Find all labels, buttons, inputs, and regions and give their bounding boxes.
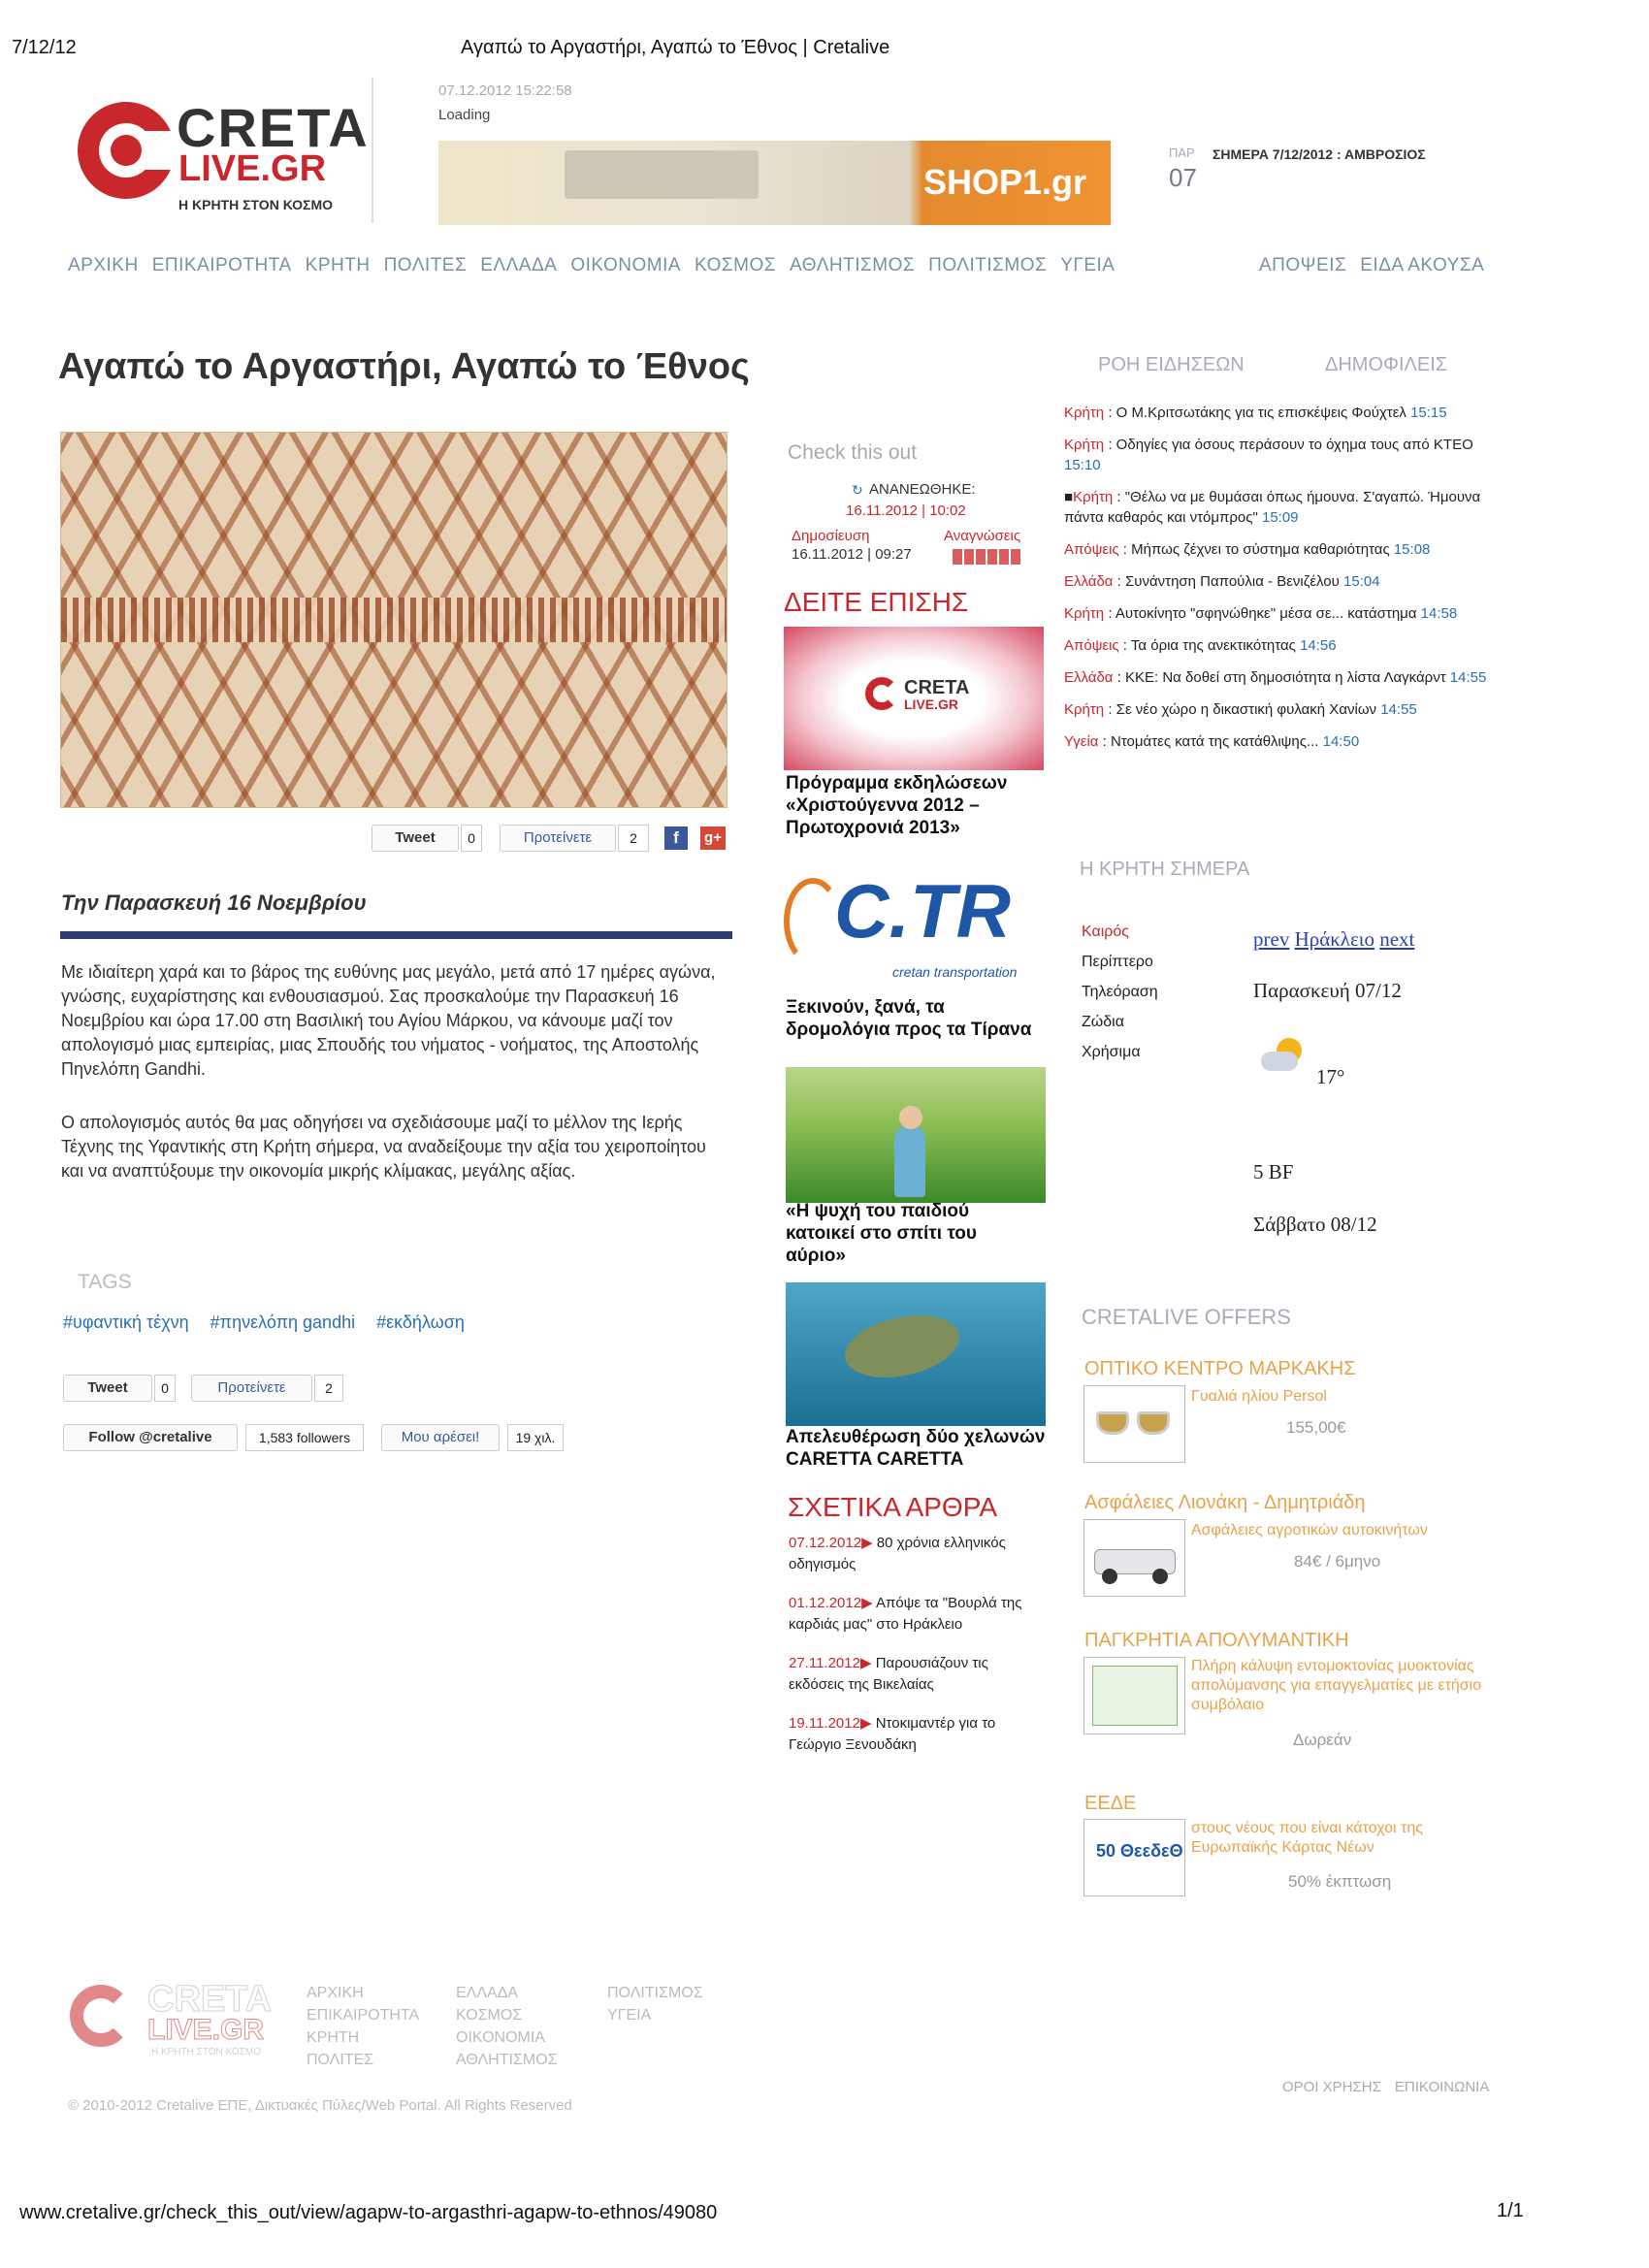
arrow-icon: ▶ bbox=[861, 1535, 873, 1551]
nav-item[interactable]: ΟΙΚΟΝΟΜΙΑ bbox=[570, 255, 682, 275]
see-also-caption-4[interactable]: Απελευθέρωση δύο χελωνών CARETTA CARETTA bbox=[786, 1427, 1046, 1470]
see-also-thumb-3[interactable] bbox=[786, 1067, 1046, 1203]
article-subtitle: Την Παρασκευή 16 Νοεμβρίου bbox=[61, 891, 367, 915]
nav-item[interactable]: ΠΟΛΙΤΕΣ bbox=[383, 255, 468, 275]
feed-item[interactable]: ■Κρήτη : "Θέλω να με θυμάσαι όπως ήμουνα. Σ'αγαπώ. Ήμουνα πάντα καθαρός και ντόμπρος" 15:09 bbox=[1064, 489, 1481, 526]
article-image bbox=[60, 432, 728, 808]
print-url: www.cretalive.gr/check_this_out/view/agapw-to-argasthri-agapw-to-ethnos/49080 bbox=[19, 2202, 718, 2223]
related-item[interactable]: 01.12.2012▶ Απόψε τα "Βουρλά της καρδιάς μας" στο Ηράκλειο bbox=[789, 1595, 1022, 1633]
offer-title[interactable]: ΟΠΤΙΚΟ ΚΕΝΤΡΟ ΜΑΡΚΑΚΗΣ bbox=[1084, 1358, 1356, 1379]
related-item[interactable]: 07.12.2012▶ 80 χρόνια ελληνικός οδηγισμός bbox=[789, 1535, 1006, 1572]
offer-thumb-sunglasses[interactable] bbox=[1083, 1385, 1185, 1463]
offer-price: 50% έκπτωση bbox=[1288, 1872, 1392, 1891]
feed-item[interactable]: Ελλάδα : Συνάντηση Παπούλια - Βενιζέλου 15:04 bbox=[1064, 573, 1380, 590]
tweet-button-bottom[interactable]: Tweet bbox=[63, 1375, 152, 1402]
offer-title[interactable]: ΠΑΓΚΡΗΤΙΑ ΑΠΟΛΥΜΑΝΤΙΚΗ bbox=[1084, 1630, 1349, 1651]
footer-right-links bbox=[1282, 2079, 1489, 2095]
feed-item[interactable]: Απόψεις : Μήπως ζέχνει το σύστημα καθαριότητας 15:08 bbox=[1064, 541, 1431, 558]
tag-link[interactable]: #πηνελόπη gandhi bbox=[210, 1312, 356, 1332]
offer-thumb-pest[interactable] bbox=[1083, 1657, 1185, 1734]
ad-laptop bbox=[565, 150, 759, 199]
menu-kiosk[interactable]: Περίπτερο bbox=[1082, 954, 1153, 970]
logo-line1: CRETA bbox=[177, 97, 370, 158]
nav-item[interactable]: ΕΛΛΑΔΑ bbox=[480, 255, 558, 275]
nav-item[interactable]: ΚΡΗΤΗ bbox=[305, 255, 371, 275]
turtle-figure bbox=[839, 1306, 965, 1387]
published-date: 16.11.2012 | 09:27 bbox=[792, 546, 912, 563]
today-label: ΣΗΜΕΡΑ 7/12/2012 : ΑΜΒΡΟΣΙΟΣ bbox=[1212, 146, 1426, 162]
weather-day1: Παρασκευή 07/12 bbox=[1253, 979, 1402, 1002]
footer-link[interactable]: ΟΙΚΟΝΟΜΙΑ bbox=[456, 2029, 545, 2046]
tweet-count-bottom: 0 bbox=[154, 1375, 176, 1402]
follow-button[interactable]: Follow @cretalive bbox=[63, 1424, 238, 1451]
site-logo[interactable] bbox=[78, 97, 370, 223]
tab-news-feed[interactable]: ΡΟΗ ΕΙΔΗΣΕΩΝ bbox=[1098, 354, 1245, 375]
offer-thumb-truck[interactable] bbox=[1083, 1519, 1185, 1597]
feed-item[interactable]: Απόψεις : Τα όρια της ανεκτικότητας 14:56 bbox=[1064, 637, 1337, 654]
nav-item-opinions[interactable]: ΑΠΟΨΕΙΣ bbox=[1259, 255, 1347, 275]
offer-desc: Πλήρη κάλυψη εντομοκτονίας μυοκτονίας απολύμανσης για επαγγελματίες με ετήσιο συμβόλαιο bbox=[1191, 1658, 1482, 1713]
print-title: Αγαπώ το Αργαστήρι, Αγαπώ το Έθνος | Cretalive bbox=[461, 37, 890, 58]
weather-city[interactable]: Ηράκλειο bbox=[1294, 927, 1374, 951]
footer-link[interactable]: ΥΓΕΙΑ bbox=[607, 2007, 652, 2024]
reads-meter bbox=[953, 549, 1022, 565]
ctr-logo: C.TR bbox=[834, 868, 1011, 954]
menu-horoscope[interactable]: Ζώδια bbox=[1082, 1014, 1124, 1030]
offer-desc: στους νέους που είναι κάτοχοι της Ευρωπαϊκής Κάρτας Νέων bbox=[1191, 1820, 1423, 1856]
logo-tagline: Η ΚΡΗΤΗ ΣΤΟΝ ΚΟΣΜΟ bbox=[178, 197, 334, 212]
feed-item[interactable]: Υγεία : Ντομάτες κατά της κατάθλιψης... 14:50 bbox=[1064, 733, 1360, 750]
offer-price: 155,00€ bbox=[1286, 1418, 1346, 1437]
news-feed bbox=[1064, 403, 1501, 763]
terms-link[interactable]: ΟΡΟΙ ΧΡΗΣΗΣ bbox=[1282, 2079, 1381, 2095]
footer-col-3 bbox=[607, 1982, 703, 2026]
footer-link[interactable]: ΚΟΣΜΟΣ bbox=[456, 2007, 523, 2024]
offer-price: Δωρεάν bbox=[1293, 1731, 1352, 1749]
partly-cloudy-icon bbox=[1261, 1038, 1304, 1077]
published-label: Δημοσίευση bbox=[792, 528, 870, 544]
offer-desc: Γυαλιά ηλίου Persol bbox=[1191, 1388, 1327, 1405]
nav-item[interactable]: ΚΟΣΜΟΣ bbox=[695, 255, 776, 275]
nav-item[interactable]: ΥΓΕΙΑ bbox=[1060, 255, 1116, 275]
reads-label: Αναγνώσεις bbox=[944, 528, 1021, 544]
like-count: 19 χιλ. bbox=[507, 1424, 564, 1451]
tag-link[interactable]: #υφαντική τέχνη bbox=[63, 1312, 189, 1332]
crete-today-menu bbox=[1082, 917, 1158, 1067]
offer-title[interactable]: Ασφάλειες Λιονάκη - Δημητριάδη bbox=[1084, 1492, 1366, 1513]
menu-weather[interactable]: Καιρός bbox=[1082, 923, 1129, 940]
weather-day2: Σάββατο 08/12 bbox=[1253, 1213, 1377, 1236]
crete-today-heading: Η ΚΡΗΤΗ ΣΗΜΕΡΑ bbox=[1080, 859, 1250, 880]
footer-col-2 bbox=[456, 1982, 558, 2071]
article-paragraph-1: Με ιδιαίτερη χαρά και το βάρος της ευθύνης μας μεγάλο, μετά από 17 ημέρες αγώνα, γνώσης, ευχαρίστησης και ενθουσιασμού. Σας προσκαλούμε την Παρασκευή 16 Νοεμβρίου και ώρα 17.00 στη Βασιλική του Αγίου Μάρκου, να κάνουμε μαζί τον απολογισμό μιας εμπειρίας, μιας Σπουδής του νήματος - νοήματος, της Αποστολής Πηνελόπη Gandhi. bbox=[61, 962, 716, 1079]
arrow-icon: ▶ bbox=[861, 1595, 873, 1611]
weather-temp: 17° bbox=[1316, 1065, 1345, 1088]
recommend-count: 2 bbox=[618, 825, 649, 852]
see-also-thumb-4[interactable] bbox=[786, 1282, 1046, 1426]
see-also-thumb-2[interactable] bbox=[784, 863, 1048, 999]
footer-link[interactable]: ΚΡΗΤΗ bbox=[307, 2029, 360, 2046]
eede-logo: 50 ΘεεδεΘ bbox=[1096, 1841, 1183, 1861]
recommend-button[interactable]: Προτείνετε bbox=[500, 825, 616, 852]
googleplus-share-icon[interactable]: g+ bbox=[700, 826, 726, 850]
nav-item[interactable]: ΑΡΧΙΚΗ bbox=[68, 255, 139, 275]
tab-popular[interactable]: ΔΗΜΟΦΙΛΕΙΣ bbox=[1325, 354, 1448, 375]
footer-logo-tagline: Η ΚΡΗΤΗ ΣΤΟΝ ΚΟΣΜΟ bbox=[151, 2047, 261, 2057]
offer-price: 84€ / 6μηνο bbox=[1294, 1552, 1381, 1571]
like-button[interactable]: Μου αρέσει! bbox=[381, 1424, 500, 1451]
video-icon: ■ bbox=[1064, 489, 1074, 505]
print-page-number: 1/1 bbox=[1497, 2200, 1524, 2221]
updated-date: 16.11.2012 | 10:02 bbox=[846, 502, 966, 519]
thumb-logo-mark bbox=[865, 677, 898, 710]
day-abbr: ΠΑΡ bbox=[1169, 146, 1195, 160]
ctr-sub: cretan transportation bbox=[892, 964, 1018, 980]
footer-logo-text: CRETA bbox=[147, 1979, 273, 2020]
ctr-swirl bbox=[784, 878, 842, 965]
related-list bbox=[789, 1533, 1046, 1773]
header-divider bbox=[372, 78, 373, 223]
subtitle-rule bbox=[60, 931, 732, 939]
followers-count: 1,583 followers bbox=[245, 1424, 364, 1451]
related-item[interactable]: 27.11.2012▶ Παρουσιάζουν τις εκδόσεις της Βικελαίας bbox=[789, 1655, 988, 1693]
recommend-count-bottom: 2 bbox=[314, 1375, 343, 1402]
header-loading: Loading bbox=[438, 107, 491, 123]
facebook-share-icon[interactable]: f bbox=[664, 826, 688, 850]
nav-item[interactable]: ΕΠΙΚΑΙΡΟΤΗΤΑ bbox=[151, 255, 292, 275]
article-title: Αγαπώ το Αργαστήρι, Αγαπώ το Έθνος bbox=[58, 346, 750, 387]
refresh-icon: ↻ bbox=[852, 482, 863, 498]
day-num: 07 bbox=[1169, 163, 1197, 192]
menu-tv[interactable]: Τηλεόραση bbox=[1082, 984, 1158, 1000]
tweet-count: 0 bbox=[461, 825, 482, 852]
nav-item[interactable]: ΑΘΛΗΤΙΣΜΟΣ bbox=[790, 255, 916, 275]
ad-brand: SHOP1.gr bbox=[923, 162, 1087, 202]
check-this-out: Check this out bbox=[788, 441, 918, 464]
updated-label: ΑΝΑΝΕΩΘΗΚΕ: bbox=[869, 481, 976, 498]
footer-col-1 bbox=[307, 1982, 419, 2071]
weather-nav bbox=[1253, 927, 1414, 952]
offers-heading: CRETALIVE OFFERS bbox=[1082, 1305, 1291, 1329]
main-nav bbox=[68, 255, 1154, 276]
footer-link[interactable]: ΠΟΛΙΤΕΣ bbox=[307, 2052, 374, 2068]
feed-item[interactable]: Κρήτη : Οδηγίες για όσους περάσουν το όχημα τους από ΚΤΕΟ 15:10 bbox=[1064, 437, 1473, 473]
offer-thumb-eede[interactable] bbox=[1083, 1819, 1185, 1896]
tags-label: TAGS bbox=[78, 1271, 132, 1293]
header-timestamp: 07.12.2012 15:22:58 bbox=[438, 82, 572, 99]
weather-wind: 5 BF bbox=[1253, 1160, 1294, 1183]
child-figure bbox=[894, 1125, 925, 1197]
nav-right bbox=[1259, 255, 1498, 276]
footer-logo-text2: LIVE.GR bbox=[147, 2014, 265, 2046]
see-also-heading: ΔΕΙΤΕ ΕΠΙΣΗΣ bbox=[784, 587, 969, 617]
logo-line2: LIVE.GR bbox=[178, 148, 327, 189]
recommend-button-bottom[interactable]: Προτείνετε bbox=[191, 1375, 312, 1402]
footer-link[interactable]: ΑΡΧΙΚΗ bbox=[307, 1985, 364, 2001]
footer-link[interactable]: ΑΘΛΗΤΙΣΜΟΣ bbox=[456, 2052, 558, 2068]
contact-link[interactable]: ΕΠΙΚΟΙΝΩΝΙΑ bbox=[1394, 2079, 1490, 2095]
related-item[interactable]: 19.11.2012▶ Ντοκιμαντέρ για το Γεώργιο Ξενουδάκη bbox=[789, 1715, 996, 1753]
offer-desc: Ασφάλειες αγροτικών αυτοκινήτων bbox=[1191, 1522, 1428, 1539]
menu-useful[interactable]: Χρήσιμα bbox=[1082, 1044, 1141, 1060]
weather-next-link[interactable]: next bbox=[1379, 927, 1415, 951]
see-also-thumb-1[interactable] bbox=[784, 627, 1044, 770]
offer-title[interactable]: ΕΕΔΕ bbox=[1084, 1793, 1137, 1814]
arrow-icon: ▶ bbox=[859, 1655, 872, 1671]
feed-item[interactable]: Κρήτη : Αυτοκίνητο "σφηνώθηκε" μέσα σε... κατάστημα 14:58 bbox=[1064, 605, 1458, 622]
weave-band bbox=[61, 598, 727, 642]
header-ad-banner[interactable] bbox=[438, 141, 1111, 225]
tags-list bbox=[63, 1312, 465, 1333]
see-also-caption-3[interactable]: «Η ψυχή του παιδιού κατοικεί στο σπίτι του αύριο» bbox=[786, 1201, 977, 1266]
related-heading: ΣΧΕΤΙΚΑ ΑΡΘΡΑ bbox=[788, 1492, 997, 1522]
weather-prev-link[interactable]: prev bbox=[1253, 927, 1290, 951]
tag-link[interactable]: #εκδήλωση bbox=[376, 1312, 465, 1332]
feed-item[interactable]: Κρήτη : Σε νέο χώρο η δικαστική φυλακή Χανίων 14:55 bbox=[1064, 701, 1417, 718]
footer-link[interactable]: ΕΛΛΑΔΑ bbox=[456, 1985, 519, 2001]
feed-item[interactable]: Ελλάδα : ΚΚΕ: Να δοθεί στη δημοσιότητα η λίστα Λαγκάρντ 14:55 bbox=[1064, 669, 1487, 686]
thumb-logo-text2: LIVE.GR bbox=[904, 697, 959, 712]
tweet-button[interactable]: Tweet bbox=[372, 825, 459, 852]
thumb-logo-text: CRETA bbox=[904, 677, 970, 698]
nav-item-heard[interactable]: ΕΙΔΑ ΑΚΟΥΣΑ bbox=[1360, 255, 1485, 275]
print-date: 7/12/12 bbox=[12, 37, 77, 58]
article-paragraph-2: Ο απολογισμός αυτός θα μας οδηγήσει να σχεδιάσουμε μαζί το μέλλον της Ιερής Τέχνης της Υφαντικής στη Κρήτη σήμερα, να αναδείξουμε την αξία του χειροποίητου και να αναπτύξουμε την οικονομία μικρής κλίμακας, μεγάλης αξίας. bbox=[61, 1113, 706, 1181]
see-also-caption-1[interactable]: Πρόγραμμα εκδηλώσεων «Χριστούγεννα 2012 – Πρωτοχρονιά 2013» bbox=[786, 773, 1008, 838]
footer-logo[interactable] bbox=[70, 1979, 274, 2061]
nav-item[interactable]: ΠΟΛΙΤΙΣΜΟΣ bbox=[928, 255, 1048, 275]
footer-link[interactable]: ΕΠΙΚΑΙΡΟΤΗΤΑ bbox=[307, 2007, 420, 2024]
copyright: © 2010-2012 Cretalive ΕΠΕ, Δικτυακές Πύλες/Web Portal. All Rights Reserved bbox=[68, 2097, 572, 2114]
arrow-icon: ▶ bbox=[859, 1715, 872, 1732]
footer-link[interactable]: ΠΟΛΙΤΙΣΜΟΣ bbox=[607, 1985, 703, 2001]
feed-item[interactable]: Κρήτη : Ο Μ.Κριτσωτάκης για τις επισκέψεις Φούχτελ 15:15 bbox=[1064, 405, 1447, 421]
see-also-caption-2[interactable]: Ξεκινούν, ξανά, τα δρομολόγια προς τα Τίρανα bbox=[786, 997, 1032, 1040]
